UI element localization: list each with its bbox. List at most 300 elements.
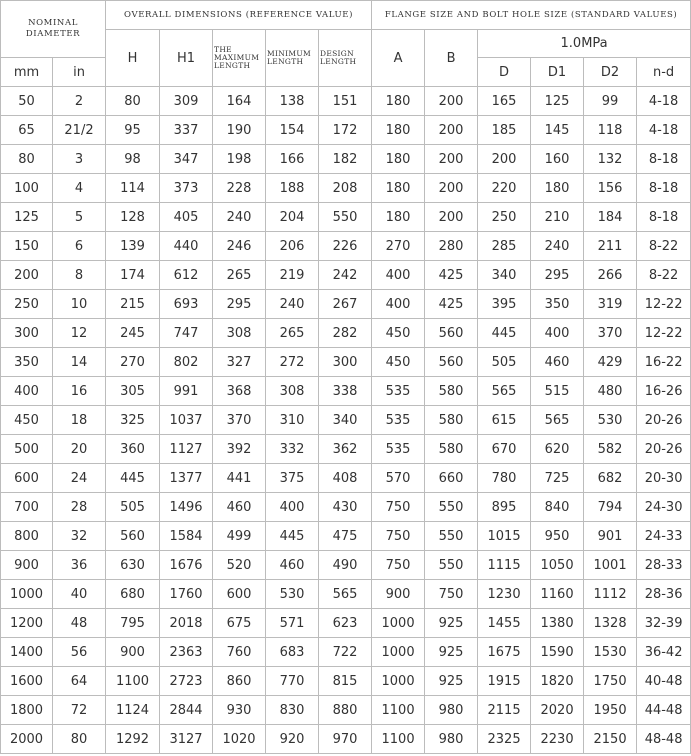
table-cell: 338	[319, 377, 372, 406]
table-cell: 118	[584, 116, 637, 145]
table-cell: 1760	[160, 580, 213, 609]
table-cell: 165	[478, 87, 531, 116]
table-cell: 505	[106, 493, 160, 522]
table-cell: 327	[213, 348, 266, 377]
table-cell: 1001	[584, 551, 637, 580]
table-cell: 280	[425, 232, 478, 261]
table-row	[1, 725, 691, 754]
table-cell: 138	[266, 87, 319, 116]
table-cell: 925	[425, 638, 478, 667]
table-cell: 725	[531, 464, 584, 493]
table-cell: 800	[1, 522, 53, 551]
table-cell: 950	[531, 522, 584, 551]
table-cell: 680	[106, 580, 160, 609]
table-cell: 20-26	[637, 406, 691, 435]
table-body	[1, 87, 691, 754]
table-cell: 1750	[584, 667, 637, 696]
table-row	[1, 406, 691, 435]
table-cell: 1000	[372, 609, 425, 638]
table-cell: 1377	[160, 464, 213, 493]
table-cell: 580	[425, 406, 478, 435]
table-cell: 308	[266, 377, 319, 406]
table-cell: 182	[319, 145, 372, 174]
table-cell: 1050	[531, 551, 584, 580]
table-cell: 270	[372, 232, 425, 261]
table-cell: 580	[425, 435, 478, 464]
col-design-length: DESIGN LENGTH	[319, 30, 372, 87]
table-cell: 180	[372, 203, 425, 232]
table-cell: 184	[584, 203, 637, 232]
table-cell: 80	[1, 145, 53, 174]
table-cell: 750	[425, 580, 478, 609]
table-cell: 1230	[478, 580, 531, 609]
table-cell: 900	[1, 551, 53, 580]
table-cell: 180	[372, 87, 425, 116]
table-cell: 246	[213, 232, 266, 261]
table-cell: 308	[213, 319, 266, 348]
table-cell: 3127	[160, 725, 213, 754]
table-cell: 1292	[106, 725, 160, 754]
table-cell: 156	[584, 174, 637, 203]
table-cell: 98	[106, 145, 160, 174]
table-cell: 2020	[531, 696, 584, 725]
col-d1: D1	[531, 58, 584, 87]
table-cell: 560	[425, 319, 478, 348]
table-cell: 24-30	[637, 493, 691, 522]
table-cell: 56	[53, 638, 106, 667]
table-cell: 1127	[160, 435, 213, 464]
table-row	[1, 232, 691, 261]
table-cell: 520	[213, 551, 266, 580]
table-cell: 72	[53, 696, 106, 725]
col-d: D	[478, 58, 531, 87]
table-cell: 895	[478, 493, 531, 522]
table-cell: 2000	[1, 725, 53, 754]
table-cell: 50	[1, 87, 53, 116]
table-cell: 425	[425, 261, 478, 290]
table-cell: 12-22	[637, 290, 691, 319]
table-cell: 1100	[372, 725, 425, 754]
table-cell: 340	[478, 261, 531, 290]
table-cell: 571	[266, 609, 319, 638]
table-cell: 780	[478, 464, 531, 493]
table-cell: 1160	[531, 580, 584, 609]
table-cell: 970	[319, 725, 372, 754]
table-row	[1, 290, 691, 319]
table-row	[1, 261, 691, 290]
table-row	[1, 551, 691, 580]
nominal-diameter-header: NOMINAL DIAMETER	[1, 1, 106, 58]
table-cell: 44-48	[637, 696, 691, 725]
table-cell: 24-33	[637, 522, 691, 551]
table-cell: 1200	[1, 609, 53, 638]
table-cell: 8-18	[637, 145, 691, 174]
table-cell: 550	[319, 203, 372, 232]
table-cell: 300	[319, 348, 372, 377]
table-cell: 565	[478, 377, 531, 406]
table-cell: 373	[160, 174, 213, 203]
table-cell: 1915	[478, 667, 531, 696]
table-cell: 2325	[478, 725, 531, 754]
table-cell: 200	[1, 261, 53, 290]
table-cell: 1115	[478, 551, 531, 580]
table-cell: 770	[266, 667, 319, 696]
table-cell: 1455	[478, 609, 531, 638]
table-cell: 430	[319, 493, 372, 522]
table-cell: 1000	[1, 580, 53, 609]
table-cell: 445	[106, 464, 160, 493]
table-cell: 125	[1, 203, 53, 232]
table-cell: 310	[266, 406, 319, 435]
table-cell: 900	[106, 638, 160, 667]
table-cell: 270	[106, 348, 160, 377]
table-cell: 565	[531, 406, 584, 435]
table-cell: 400	[1, 377, 53, 406]
table-cell: 305	[106, 377, 160, 406]
table-cell: 980	[425, 725, 478, 754]
table-cell: 1584	[160, 522, 213, 551]
table-cell: 265	[213, 261, 266, 290]
table-row	[1, 580, 691, 609]
table-cell: 240	[266, 290, 319, 319]
table-cell: 16-22	[637, 348, 691, 377]
table-cell: 2230	[531, 725, 584, 754]
table-cell: 1020	[213, 725, 266, 754]
table-cell: 490	[319, 551, 372, 580]
table-cell: 180	[531, 174, 584, 203]
table-cell: 475	[319, 522, 372, 551]
table-cell: 795	[106, 609, 160, 638]
table-cell: 2363	[160, 638, 213, 667]
table-cell: 901	[584, 522, 637, 551]
table-cell: 499	[213, 522, 266, 551]
table-cell: 295	[531, 261, 584, 290]
table-cell: 920	[266, 725, 319, 754]
table-cell: 750	[372, 551, 425, 580]
table-cell: 10	[53, 290, 106, 319]
table-cell: 550	[425, 493, 478, 522]
table-cell: 347	[160, 145, 213, 174]
table-cell: 228	[213, 174, 266, 203]
table-cell: 200	[425, 145, 478, 174]
table-cell: 925	[425, 609, 478, 638]
table-cell: 132	[584, 145, 637, 174]
table-row	[1, 464, 691, 493]
flange-size-header: FLANGE SIZE AND BOLT HOLE SIZE (STANDARD VALUES)	[372, 1, 691, 30]
table-row	[1, 522, 691, 551]
table-cell: 460	[266, 551, 319, 580]
table-cell: 450	[1, 406, 53, 435]
table-cell: 370	[213, 406, 266, 435]
table-cell: 1100	[106, 667, 160, 696]
table-cell: 395	[478, 290, 531, 319]
table-cell: 5	[53, 203, 106, 232]
table-cell: 16-26	[637, 377, 691, 406]
table-cell: 392	[213, 435, 266, 464]
table-cell: 20	[53, 435, 106, 464]
table-cell: 32	[53, 522, 106, 551]
table-cell: 99	[584, 87, 637, 116]
table-cell: 28-33	[637, 551, 691, 580]
table-cell: 400	[372, 290, 425, 319]
table-cell: 80	[106, 87, 160, 116]
table-cell: 319	[584, 290, 637, 319]
table-cell: 815	[319, 667, 372, 696]
table-cell: 1600	[1, 667, 53, 696]
table-cell: 200	[425, 116, 478, 145]
table-row	[1, 377, 691, 406]
table-cell: 200	[425, 203, 478, 232]
table-cell: 1100	[372, 696, 425, 725]
table-cell: 12-22	[637, 319, 691, 348]
table-row	[1, 87, 691, 116]
table-cell: 125	[531, 87, 584, 116]
table-cell: 40	[53, 580, 106, 609]
table-cell: 14	[53, 348, 106, 377]
table-cell: 370	[584, 319, 637, 348]
table-cell: 535	[372, 377, 425, 406]
table-cell: 660	[425, 464, 478, 493]
table-cell: 1590	[531, 638, 584, 667]
table-cell: 535	[372, 406, 425, 435]
table-cell: 250	[478, 203, 531, 232]
table-cell: 240	[531, 232, 584, 261]
table-cell: 190	[213, 116, 266, 145]
table-cell: 840	[531, 493, 584, 522]
table-cell: 18	[53, 406, 106, 435]
table-cell: 515	[531, 377, 584, 406]
table-cell: 154	[266, 116, 319, 145]
table-cell: 460	[213, 493, 266, 522]
table-cell: 4-18	[637, 87, 691, 116]
table-cell: 700	[1, 493, 53, 522]
table-cell: 325	[106, 406, 160, 435]
col-d2: D2	[584, 58, 637, 87]
table-cell: 151	[319, 87, 372, 116]
table-cell: 210	[531, 203, 584, 232]
table-cell: 530	[266, 580, 319, 609]
col-max-length: THE MAXIMUM LENGTH	[213, 30, 266, 87]
table-cell: 200	[478, 145, 531, 174]
table-cell: 2115	[478, 696, 531, 725]
table-cell: 1015	[478, 522, 531, 551]
table-cell: 174	[106, 261, 160, 290]
table-cell: 337	[160, 116, 213, 145]
table-cell: 1675	[478, 638, 531, 667]
table-cell: 3	[53, 145, 106, 174]
table-cell: 139	[106, 232, 160, 261]
table-cell: 12	[53, 319, 106, 348]
table-cell: 535	[372, 435, 425, 464]
table-cell: 332	[266, 435, 319, 464]
table-cell: 930	[213, 696, 266, 725]
table-cell: 36-42	[637, 638, 691, 667]
table-row	[1, 609, 691, 638]
table-cell: 429	[584, 348, 637, 377]
table-row	[1, 493, 691, 522]
table-cell: 150	[1, 232, 53, 261]
table-cell: 2018	[160, 609, 213, 638]
table-cell: 6	[53, 232, 106, 261]
table-cell: 8-18	[637, 203, 691, 232]
col-h: H	[106, 30, 160, 87]
table-cell: 683	[266, 638, 319, 667]
table-cell: 570	[372, 464, 425, 493]
table-cell: 682	[584, 464, 637, 493]
col-min-length: MINIMUM LENGTH	[266, 30, 319, 87]
table-cell: 1328	[584, 609, 637, 638]
table-cell: 630	[106, 551, 160, 580]
table-cell: 615	[478, 406, 531, 435]
table-cell: 360	[106, 435, 160, 464]
table-cell: 300	[1, 319, 53, 348]
table-cell: 80	[53, 725, 106, 754]
table-cell: 32-39	[637, 609, 691, 638]
table-cell: 620	[531, 435, 584, 464]
table-cell: 250	[1, 290, 53, 319]
table-cell: 185	[478, 116, 531, 145]
table-cell: 860	[213, 667, 266, 696]
table-cell: 28-36	[637, 580, 691, 609]
table-cell: 750	[372, 522, 425, 551]
table-cell: 1112	[584, 580, 637, 609]
table-cell: 48-48	[637, 725, 691, 754]
table-cell: 4	[53, 174, 106, 203]
table-cell: 600	[1, 464, 53, 493]
table-cell: 340	[319, 406, 372, 435]
table-cell: 582	[584, 435, 637, 464]
table-cell: 198	[213, 145, 266, 174]
col-in: in	[53, 58, 106, 87]
table-cell: 530	[584, 406, 637, 435]
table-cell: 282	[319, 319, 372, 348]
table-cell: 215	[106, 290, 160, 319]
table-cell: 28	[53, 493, 106, 522]
table-cell: 180	[372, 174, 425, 203]
table-cell: 114	[106, 174, 160, 203]
col-a: A	[372, 30, 425, 87]
table-cell: 580	[425, 377, 478, 406]
table-cell: 95	[106, 116, 160, 145]
table-cell: 245	[106, 319, 160, 348]
table-row	[1, 435, 691, 464]
table-cell: 24	[53, 464, 106, 493]
table-cell: 480	[584, 377, 637, 406]
table-cell: 1000	[372, 638, 425, 667]
table-cell: 200	[425, 174, 478, 203]
table-cell: 450	[372, 348, 425, 377]
table-cell: 550	[425, 522, 478, 551]
table-cell: 450	[372, 319, 425, 348]
table-cell: 623	[319, 609, 372, 638]
table-cell: 400	[531, 319, 584, 348]
table-cell: 20-30	[637, 464, 691, 493]
table-cell: 445	[478, 319, 531, 348]
table-cell: 2844	[160, 696, 213, 725]
table-cell: 100	[1, 174, 53, 203]
table-cell: 166	[266, 145, 319, 174]
table-cell: 265	[266, 319, 319, 348]
table-cell: 266	[584, 261, 637, 290]
table-cell: 21/2	[53, 116, 106, 145]
table-cell: 20-26	[637, 435, 691, 464]
table-cell: 2	[53, 87, 106, 116]
table-cell: 1676	[160, 551, 213, 580]
table-cell: 925	[425, 667, 478, 696]
table-cell: 1037	[160, 406, 213, 435]
table-row	[1, 145, 691, 174]
table-cell: 750	[372, 493, 425, 522]
table-cell: 40-48	[637, 667, 691, 696]
table-cell: 208	[319, 174, 372, 203]
table-cell: 200	[425, 87, 478, 116]
table-cell: 830	[266, 696, 319, 725]
table-cell: 206	[266, 232, 319, 261]
table-cell: 991	[160, 377, 213, 406]
table-cell: 272	[266, 348, 319, 377]
table-cell: 242	[319, 261, 372, 290]
table-cell: 48	[53, 609, 106, 638]
table-cell: 612	[160, 261, 213, 290]
table-cell: 240	[213, 203, 266, 232]
table-cell: 2150	[584, 725, 637, 754]
table-cell: 460	[531, 348, 584, 377]
table-cell: 1530	[584, 638, 637, 667]
table-cell: 560	[106, 522, 160, 551]
table-cell: 8-22	[637, 232, 691, 261]
table-cell: 172	[319, 116, 372, 145]
table-cell: 211	[584, 232, 637, 261]
table-cell: 1820	[531, 667, 584, 696]
table-row	[1, 638, 691, 667]
table-cell: 1800	[1, 696, 53, 725]
pressure-rating-header: 1.0MPa	[478, 30, 691, 58]
table-cell: 980	[425, 696, 478, 725]
table-row	[1, 348, 691, 377]
col-b: B	[425, 30, 478, 87]
table-cell: 425	[425, 290, 478, 319]
table-cell: 36	[53, 551, 106, 580]
table-cell: 180	[372, 145, 425, 174]
table-cell: 8-18	[637, 174, 691, 203]
table-cell: 1000	[372, 667, 425, 696]
table-cell: 722	[319, 638, 372, 667]
table-cell: 226	[319, 232, 372, 261]
table-cell: 65	[1, 116, 53, 145]
table-header	[1, 1, 691, 87]
table-cell: 560	[425, 348, 478, 377]
table-cell: 505	[478, 348, 531, 377]
table-cell: 1380	[531, 609, 584, 638]
table-cell: 441	[213, 464, 266, 493]
table-cell: 8	[53, 261, 106, 290]
table-cell: 1400	[1, 638, 53, 667]
table-cell: 1124	[106, 696, 160, 725]
table-cell: 1496	[160, 493, 213, 522]
col-n-d: n-d	[637, 58, 691, 87]
table-cell: 405	[160, 203, 213, 232]
table-cell: 408	[319, 464, 372, 493]
table-cell: 900	[372, 580, 425, 609]
table-cell: 64	[53, 667, 106, 696]
col-mm: mm	[1, 58, 53, 87]
table-cell: 375	[266, 464, 319, 493]
overall-dimensions-header: OVERALL DIMENSIONS (REFERENCE VALUE)	[106, 1, 372, 30]
table-cell: 747	[160, 319, 213, 348]
table-cell: 362	[319, 435, 372, 464]
table-cell: 188	[266, 174, 319, 203]
table-row	[1, 174, 691, 203]
